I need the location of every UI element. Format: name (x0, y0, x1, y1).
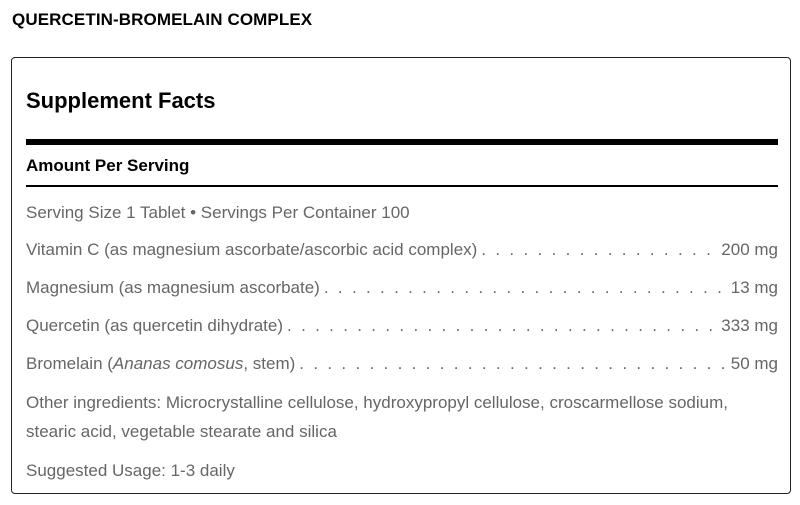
dot-leader (324, 278, 727, 298)
other-ingredients: Other ingredients: Microcrystalline cellulose, hydroxypropyl cellulose, croscarmellose sodium, stearic acid, vegetable stearate and silica (26, 393, 729, 441)
facts-row-vitamin-c (26, 240, 778, 260)
ingredient-amount: 333 mg (721, 316, 778, 335)
ingredient-name (26, 354, 295, 374)
ingredient-name-prefix: Bromelain ( (26, 354, 113, 373)
facts-row-bromelain (26, 354, 778, 374)
ingredient-amount: 13 mg (730, 278, 778, 297)
thin-divider (26, 185, 778, 187)
ingredient-amount: 50 mg (730, 354, 778, 373)
dot-leader (481, 240, 717, 260)
serving-info: Serving Size 1 Tablet • Servings Per Container 100 (26, 203, 410, 222)
amount-per-serving-heading: Amount Per Serving (26, 156, 190, 175)
ingredient-name-suffix: , stem) (243, 354, 296, 373)
dot-leader (287, 316, 717, 336)
ingredient-name-latin: Ananas comosus (112, 354, 244, 373)
ingredient-name: Magnesium (as magnesium ascorbate) (26, 278, 320, 297)
product-title: QUERCETIN-BROMELAIN COMPLEX (12, 10, 313, 29)
thick-divider (26, 139, 778, 145)
dot-leader (299, 354, 726, 374)
ingredient-name: Vitamin C (as magnesium ascorbate/ascorbic acid complex) (26, 240, 478, 259)
facts-row-quercetin (26, 316, 778, 336)
facts-row-magnesium (26, 278, 778, 298)
suggested-usage: Suggested Usage: 1-3 daily (26, 461, 235, 480)
ingredient-amount: 200 mg (721, 240, 778, 259)
supplement-facts-heading: Supplement Facts (26, 88, 216, 113)
supplement-facts-panel (11, 57, 791, 494)
ingredient-name: Quercetin (as quercetin dihydrate) (26, 316, 284, 335)
